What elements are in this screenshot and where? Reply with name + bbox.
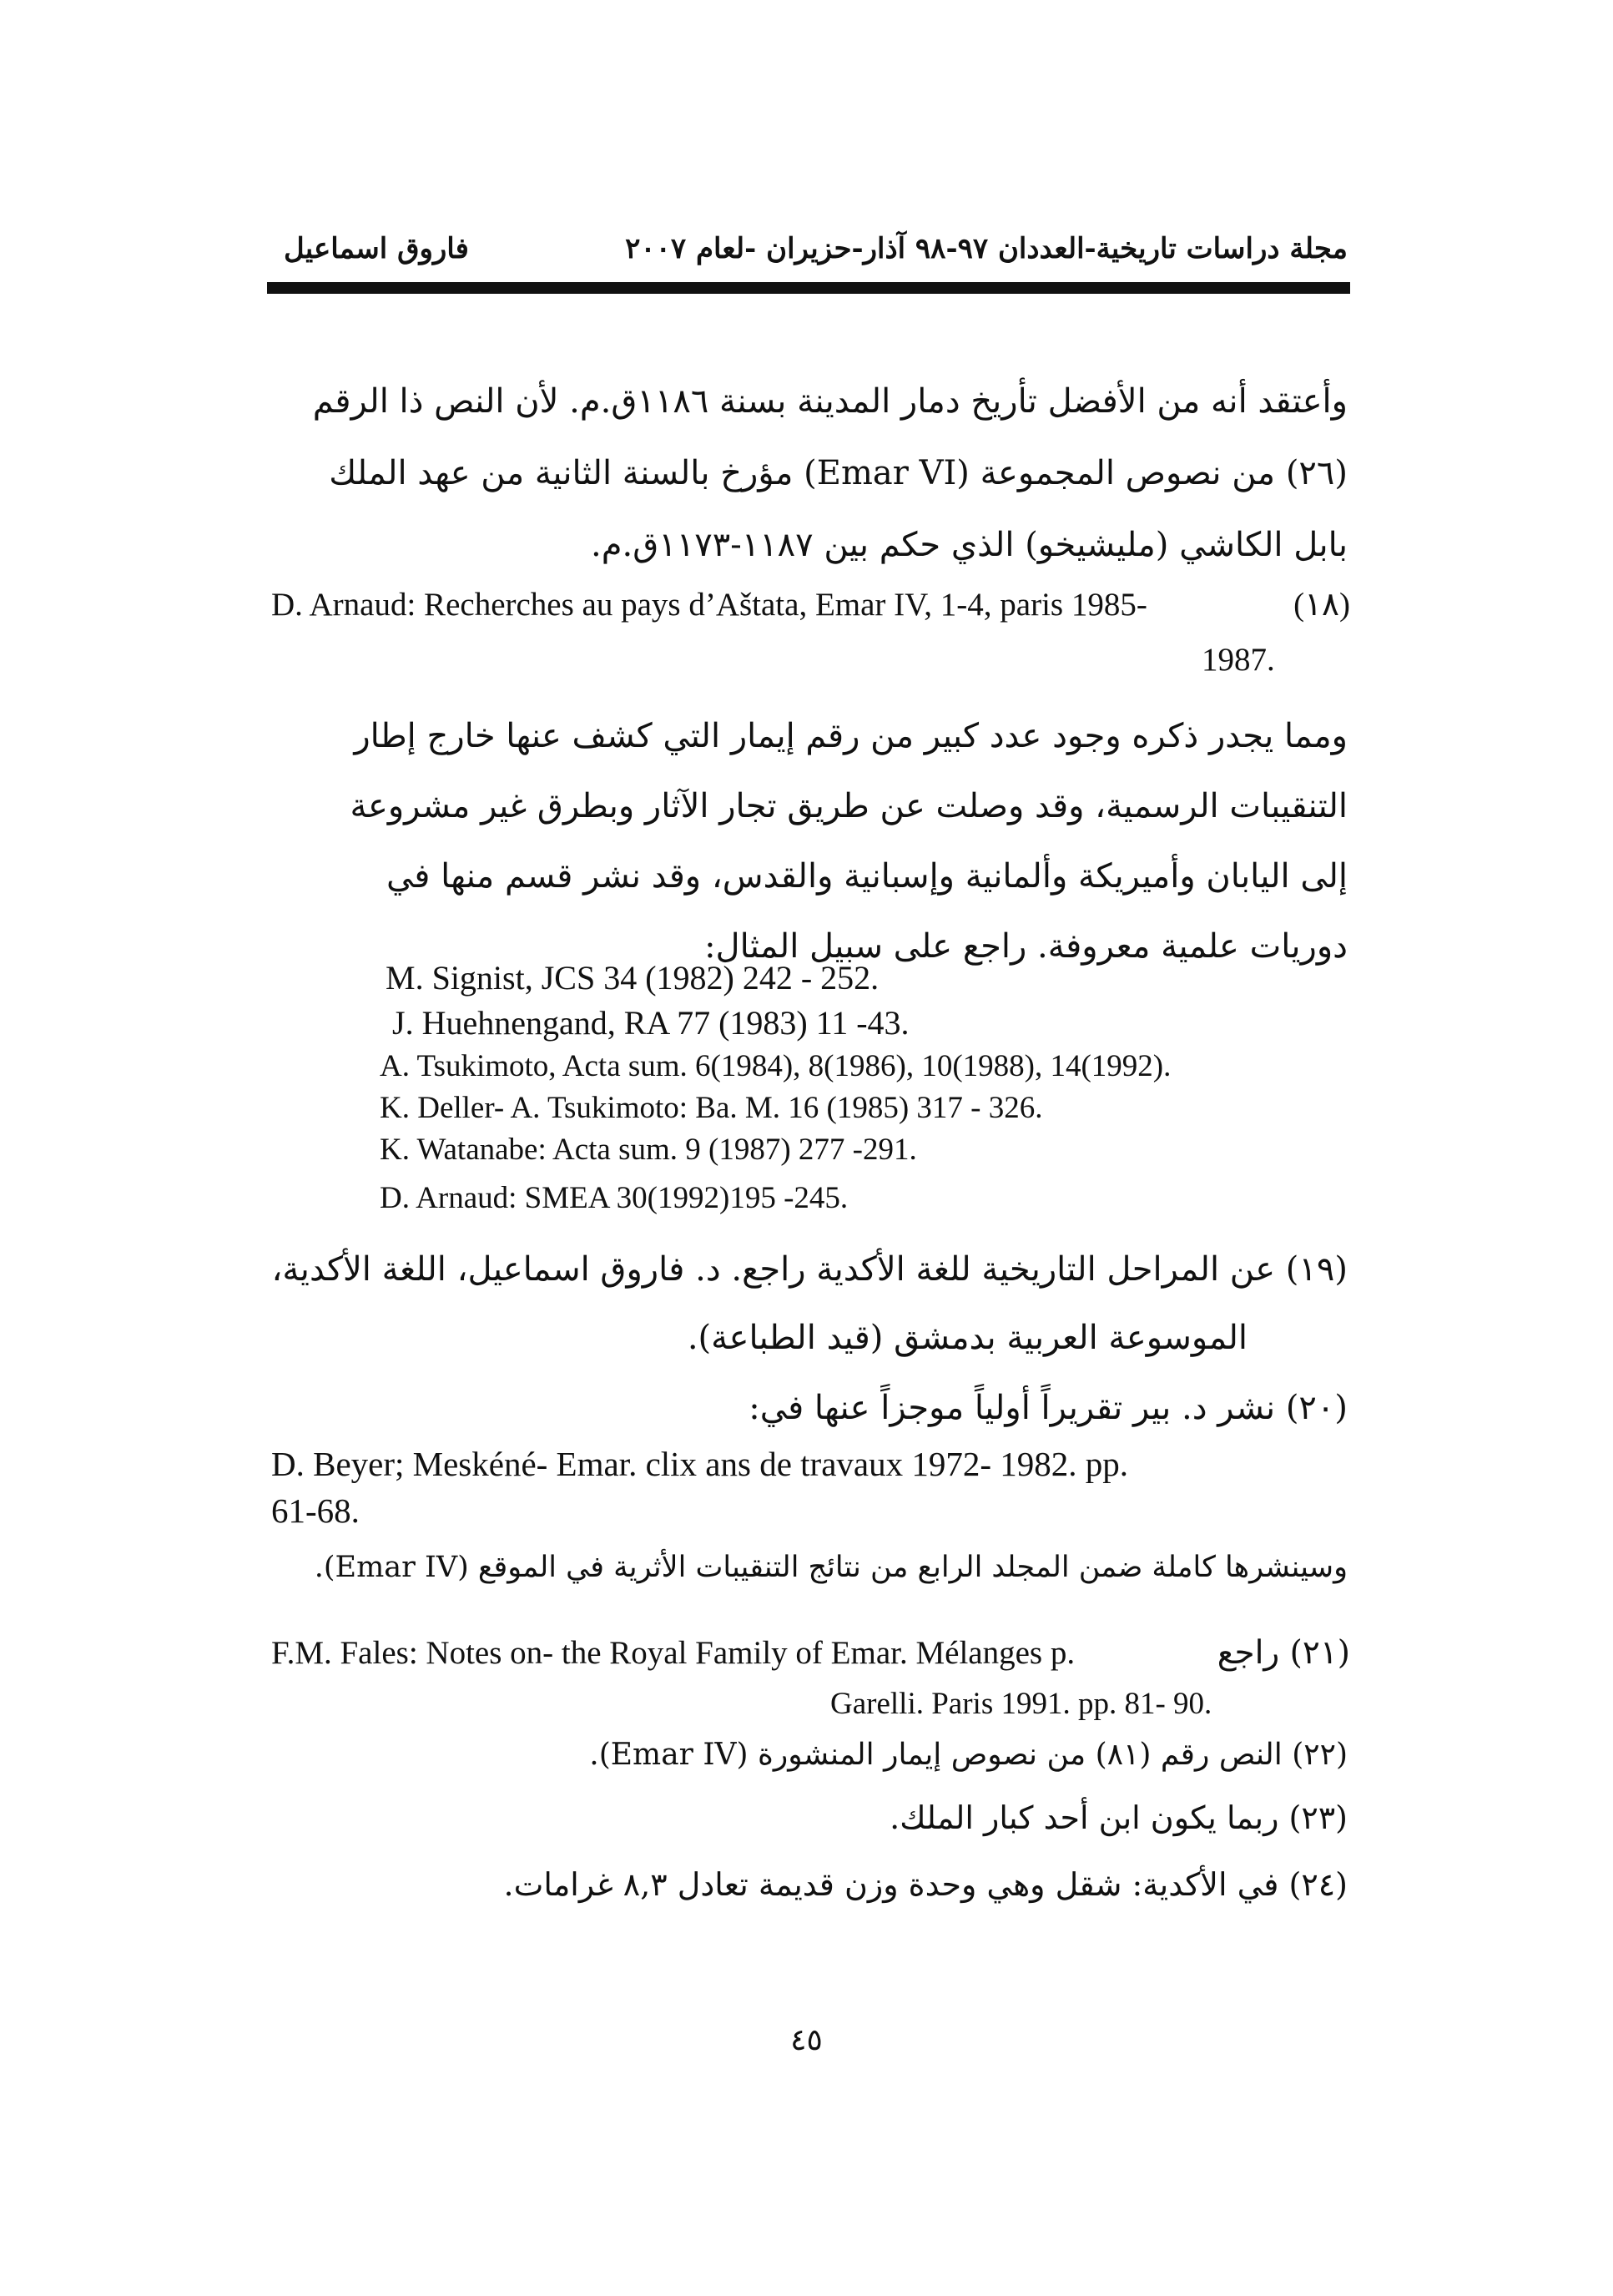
paragraph-line: التنقيبات الرسمية، وقد وصلت عن طريق تجار الآثار وبطرق غير مشروعة — [350, 787, 1348, 825]
paragraph-line: وأعتقد أنه من الأفضل تأريخ دمار المدينة بسنة ١١٨٦ق.م. لأن النص ذا الرقم — [312, 382, 1348, 421]
footnote-18-line1 — [271, 586, 1350, 623]
footnote-20-latin-line1: D. Beyer; Meskéné- Emar. clix ans de travaux 1972- 1982. pp. — [271, 1445, 1129, 1483]
body-paragraph-1 — [263, 366, 1348, 581]
footnote-21-number: (٢١) راجع — [1217, 1634, 1350, 1672]
header-author: فاروق اسماعيل — [284, 232, 469, 265]
paragraph-line: إلى اليابان وأميريكة وألمانية وإسبانية والقدس، وقد نشر قسم منها في — [386, 857, 1348, 896]
footnote-19 — [263, 1235, 1348, 1372]
page-number: ٤٥ — [790, 2023, 823, 2057]
footnote-21-line1 — [271, 1634, 1350, 1672]
footnote-18-line2: 1987. — [1202, 642, 1275, 678]
footnote-22: (٢٢) النص رقم (٨١) من نصوص إيمار المنشورة (Emar IV). — [589, 1738, 1348, 1772]
reference-item: M. Signist, JCS 34 (1982) 242 - 252. — [386, 959, 880, 997]
footnote-24: (٢٤) في الأكدية: شقل وهي وحدة وزن قديمة تعادل ٨,٣ غرامات. — [503, 1866, 1348, 1903]
paragraph-line: دوريات علمية معروفة. راجع على سبيل المثال: — [704, 927, 1348, 966]
footnote-20-latin-line2: 61-68. — [271, 1491, 360, 1530]
reference-item: D. Arnaud: SMEA 30(1992)195 -245. — [380, 1181, 849, 1215]
paragraph-line: بابل الكاشي (مليشيخو) الذي حكم بين ١١٨٧-١١٧٣ق.م. — [591, 526, 1348, 564]
footnote-line: (١٩) عن المراحل التاريخية للغة الأكدية راجع. د. فاروق اسماعيل، اللغة الأكدية، — [271, 1250, 1348, 1289]
footnote-21-text: F.M. Fales: Notes on- the Royal Family of Emar. Mélanges p. — [271, 1635, 1076, 1671]
header-rule — [267, 282, 1350, 294]
body-paragraph-2 — [263, 701, 1348, 981]
reference-item: J. Huehnengand, RA 77 (1983) 11 -43. — [392, 1004, 910, 1042]
footnote-18-text: D. Arnaud: Recherches au pays d’Aštata, Emar IV, 1-4, paris 1985- — [271, 587, 1147, 623]
paragraph-line: (٢٦) من نصوص المجموعة (Emar VI) مؤرخ بالسنة الثانية من عهد الملك — [329, 454, 1348, 492]
footnote-21-line2: Garelli. Paris 1991. pp. 81- 90. — [830, 1687, 1212, 1721]
footnote-line: الموسوعة العربية بدمشق (قيد الطباعة). — [687, 1319, 1248, 1357]
footnote-23: (٢٣) ربما يكون ابن أحد كبار الملك. — [890, 1799, 1348, 1836]
reference-item: A. Tsukimoto, Acta sum. 6(1984), 8(1986), 10(1988), 14(1992). — [380, 1049, 1172, 1083]
reference-item: K. Deller- A. Tsukimoto: Ba. M. 16 (1985) 317 - 326. — [380, 1091, 1043, 1125]
footnote-18-number: (١٨) — [1293, 587, 1350, 623]
header-journal-title: مجلة دراسات تاريخية-العددان ٩٧-٩٨ آذار-حزيران -لعام ٢٠٠٧ — [625, 232, 1348, 265]
footnote-20-arabic-line2: وسينشرها كاملة ضمن المجلد الرابع من نتائج التنقيبات الأثرية في الموقع (Emar IV). — [314, 1551, 1348, 1584]
footnote-20-arabic: (٢٠) نشر د. بير تقريراً أولياً موجزاً عنها في: — [749, 1389, 1348, 1427]
paragraph-line: ومما يجدر ذكره وجود عدد كبير من رقم إيمار التي كشف عنها خارج إطار — [354, 717, 1348, 755]
reference-item: K. Watanabe: Acta sum. 9 (1987) 277 -291. — [380, 1133, 917, 1167]
